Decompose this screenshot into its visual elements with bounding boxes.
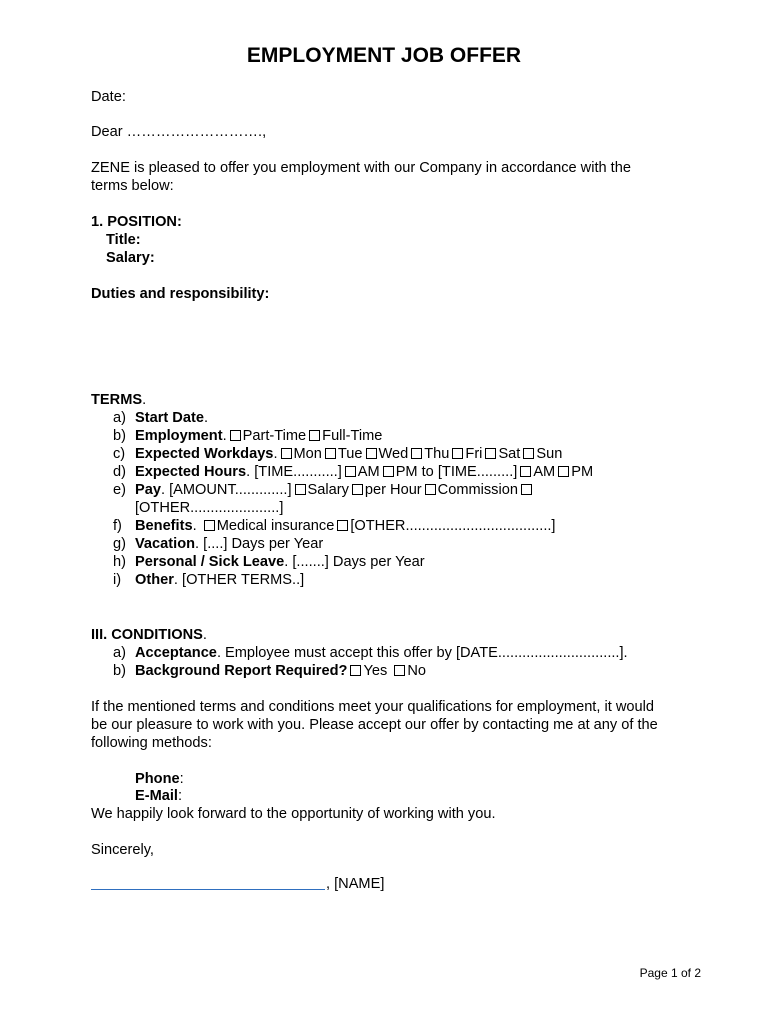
term-start-date: [113, 409, 208, 427]
condition-label: Acceptance: [135, 645, 217, 661]
condition-acceptance: [113, 644, 628, 662]
term-text: . [TIME...........]: [246, 464, 342, 480]
term-label: Benefits: [135, 518, 193, 534]
mon-checkbox[interactable]: [281, 448, 292, 459]
thu-checkbox[interactable]: [411, 448, 422, 459]
option-label: AM: [357, 464, 380, 480]
term-text: . [.......] Days per Year: [284, 554, 425, 570]
list-marker: a): [113, 410, 126, 426]
yes-checkbox[interactable]: [350, 665, 361, 676]
position-title-label: Title:: [106, 232, 141, 248]
term-text: .: [222, 428, 227, 444]
term-vacation: [113, 535, 323, 553]
term-text: . [AMOUNT.............]: [160, 482, 292, 498]
duties-heading: Duties and responsibility:: [91, 286, 270, 302]
term-other: [113, 571, 304, 589]
end-pm-checkbox[interactable]: [558, 466, 569, 477]
option-label: PM: [571, 464, 594, 480]
option-label: [OTHER....................................]: [350, 518, 556, 534]
date-label: Date:: [91, 89, 126, 105]
term-expected-hours: [113, 463, 593, 481]
condition-label: Background Report Required?: [135, 663, 348, 679]
option-label: PM to [TIME.........]: [395, 464, 518, 480]
condition-background-report: [113, 662, 426, 680]
list-marker: i): [113, 572, 122, 588]
term-employment: [113, 427, 382, 445]
term-label: Employment: [135, 428, 223, 444]
intro-line-2: terms below:: [91, 178, 174, 194]
list-marker: g): [113, 536, 126, 552]
conditions-heading-suffix: .: [202, 627, 207, 643]
terms-heading-text: TERMS: [91, 392, 143, 408]
term-expected-workdays: [113, 445, 562, 463]
term-text: .: [203, 410, 208, 426]
term-label: Start Date: [135, 410, 204, 426]
list-marker: b): [113, 663, 126, 679]
list-marker: f): [113, 518, 122, 534]
option-label: AM: [533, 464, 556, 480]
intro-line-1: ZENE is pleased to offer you employment with our Company in accordance with the: [91, 160, 631, 176]
commission-checkbox[interactable]: [425, 484, 436, 495]
option-label: Fri: [465, 446, 483, 462]
option-label: Salary: [307, 482, 349, 498]
tue-checkbox[interactable]: [325, 448, 336, 459]
salutation: Dear ……………………….,: [91, 124, 267, 140]
full-time-checkbox[interactable]: [309, 430, 320, 441]
no-checkbox[interactable]: [394, 665, 405, 676]
option-label: Medical insurance: [216, 518, 335, 534]
option-label: Part-Time: [242, 428, 307, 444]
terms-heading: [91, 391, 146, 409]
signature-name: , [NAME]: [326, 876, 385, 892]
list-marker: b): [113, 428, 126, 444]
option-label: per Hour: [364, 482, 422, 498]
option-label: Full-Time: [322, 428, 383, 444]
sincerely: Sincerely,: [91, 842, 154, 858]
term-label: Expected Hours: [135, 464, 247, 480]
document-title: EMPLOYMENT JOB OFFER: [246, 44, 522, 67]
closing-line-2: be our pleasure to work with you. Please accept our offer by contacting me at any of the: [91, 717, 658, 733]
colon: :: [179, 771, 184, 787]
option-label: Thu: [424, 446, 450, 462]
term-text: . [....] Days per Year: [195, 536, 324, 552]
term-benefits: [113, 517, 555, 535]
wed-checkbox[interactable]: [366, 448, 377, 459]
term-label: Personal / Sick Leave: [135, 554, 285, 570]
end-am-checkbox[interactable]: [520, 466, 531, 477]
option-label: Mon: [293, 446, 322, 462]
option-label: Sun: [536, 446, 563, 462]
term-label: Other: [135, 572, 174, 588]
start-pm-checkbox[interactable]: [383, 466, 394, 477]
term-sick-leave: [113, 553, 425, 571]
option-label: Yes: [363, 663, 388, 679]
term-label: Vacation: [135, 536, 196, 552]
part-time-checkbox[interactable]: [230, 430, 241, 441]
start-am-checkbox[interactable]: [345, 466, 356, 477]
email-label: E-Mail: [135, 788, 178, 804]
option-label: No: [407, 663, 426, 679]
option-label: Commission: [437, 482, 518, 498]
list-marker: a): [113, 645, 126, 661]
position-salary-label: Salary:: [106, 250, 155, 266]
colon: :: [177, 788, 183, 804]
condition-text: . Employee must accept this offer by [DATE..............................].: [216, 645, 628, 661]
terms-heading-suffix: .: [142, 392, 147, 408]
list-marker: e): [113, 482, 126, 498]
term-pay: [113, 481, 534, 499]
other-pay-checkbox[interactable]: [521, 484, 532, 495]
option-label: Sat: [498, 446, 521, 462]
conditions-heading: [91, 626, 207, 644]
term-text: . [OTHER TERMS..]: [173, 572, 305, 588]
medical-insurance-checkbox[interactable]: [204, 520, 215, 531]
term-label: Expected Workdays: [135, 446, 274, 462]
position-heading: 1. POSITION:: [91, 214, 182, 230]
closing-line-1: If the mentioned terms and conditions meet your qualifications for employment, it would: [91, 699, 654, 715]
other-benefit-checkbox[interactable]: [337, 520, 348, 531]
term-text: .: [273, 446, 278, 462]
per-hour-checkbox[interactable]: [352, 484, 363, 495]
term-text: .: [192, 518, 197, 534]
sat-checkbox[interactable]: [485, 448, 496, 459]
salary-checkbox[interactable]: [295, 484, 306, 495]
contact-email: [135, 787, 182, 805]
contact-phone: [135, 770, 184, 788]
term-label: Pay: [135, 482, 161, 498]
phone-label: Phone: [135, 771, 180, 787]
closing-line-3: following methods:: [91, 735, 212, 751]
fri-checkbox[interactable]: [452, 448, 463, 459]
list-marker: c): [113, 446, 126, 462]
list-marker: h): [113, 554, 126, 570]
forward-line: We happily look forward to the opportunity of working with you.: [91, 806, 496, 822]
conditions-heading-text: III. CONDITIONS: [91, 627, 203, 643]
list-marker: d): [113, 464, 126, 480]
sun-checkbox[interactable]: [523, 448, 534, 459]
option-label: Wed: [378, 446, 409, 462]
term-pay-other: [OTHER......................]: [135, 500, 284, 516]
page-number: Page 1 of 2: [639, 966, 701, 980]
signature-line[interactable]: [91, 889, 325, 890]
option-label: Tue: [337, 446, 363, 462]
